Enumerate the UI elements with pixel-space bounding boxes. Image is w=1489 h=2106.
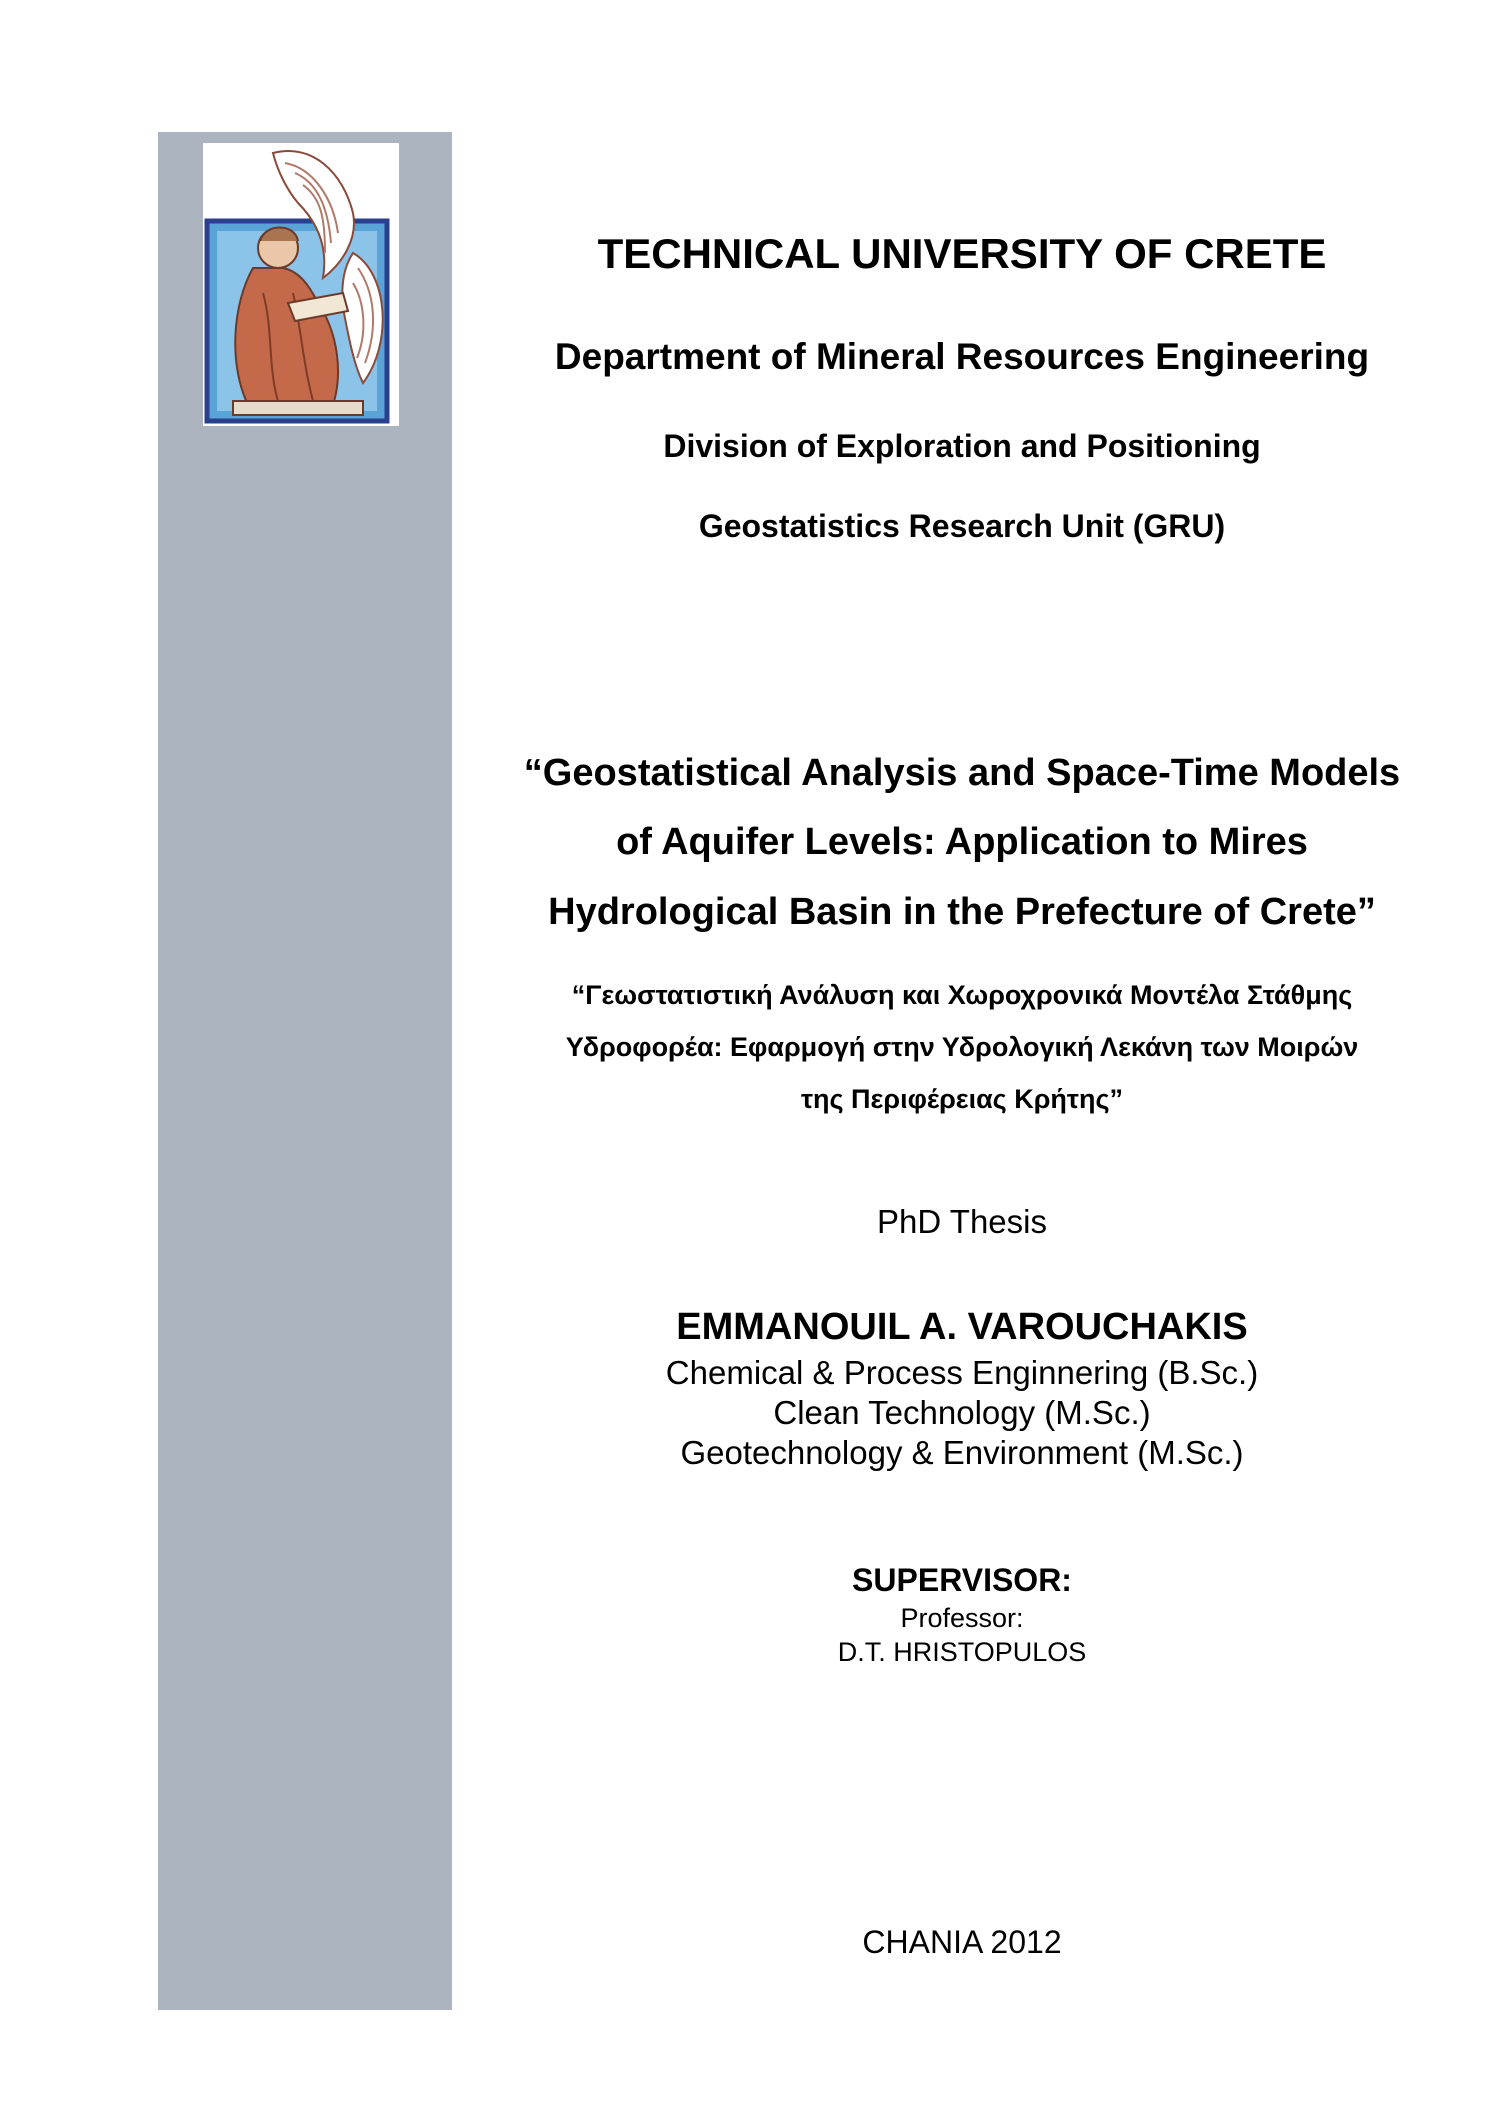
author-degree-2: Clean Technology (M.Sc.) <box>773 1394 1151 1431</box>
author-degree-3: Geotechnology & Environment (M.Sc.) <box>680 1434 1244 1471</box>
research-unit-name: Geostatistics Research Unit (GRU) <box>698 508 1226 544</box>
title-english-line-3: Hydrological Basin in the Prefecture of Crete” <box>548 891 1376 933</box>
author-name: EMMANOUIL A. VAROUCHAKIS <box>676 1306 1248 1348</box>
tuc-winged-figure-logo-icon <box>203 143 399 426</box>
author-degree-1: Chemical & Process Enginnering (B.Sc.) <box>665 1354 1259 1391</box>
place-and-year: CHANIA 2012 <box>862 1924 1062 1960</box>
title-greek-line-1: “Γεωστατιστική Ανάλυση και Χωροχρονικά Μοντέλα Στάθμης <box>571 980 1353 1010</box>
title-greek-line-3: της Περιφέρειας Κρήτης” <box>800 1084 1124 1114</box>
university-logo <box>203 143 399 426</box>
university-name: TECHNICAL UNIVERSITY OF CRETE <box>597 230 1327 277</box>
title-greek-line-2: Υδροφορέα: Εφαρμογή στην Υδρολογική Λεκάνη των Μοιρών <box>565 1032 1359 1062</box>
supervisor-name: D.T. HRISTOPULOS <box>837 1637 1087 1667</box>
title-english-line-2: of Aquifer Levels: Application to Mires <box>616 821 1308 863</box>
title-page-content <box>462 0 1462 2106</box>
title-english-line-1: “Geostatistical Analysis and Space-Time Models <box>523 752 1401 794</box>
supervisor-title: Professor: <box>900 1603 1024 1633</box>
division-name: Division of Exploration and Positioning <box>663 428 1261 464</box>
thesis-type: PhD Thesis <box>877 1203 1047 1240</box>
supervisor-heading: SUPERVISOR: <box>852 1562 1072 1598</box>
department-name: Department of Mineral Resources Engineering <box>554 336 1370 377</box>
